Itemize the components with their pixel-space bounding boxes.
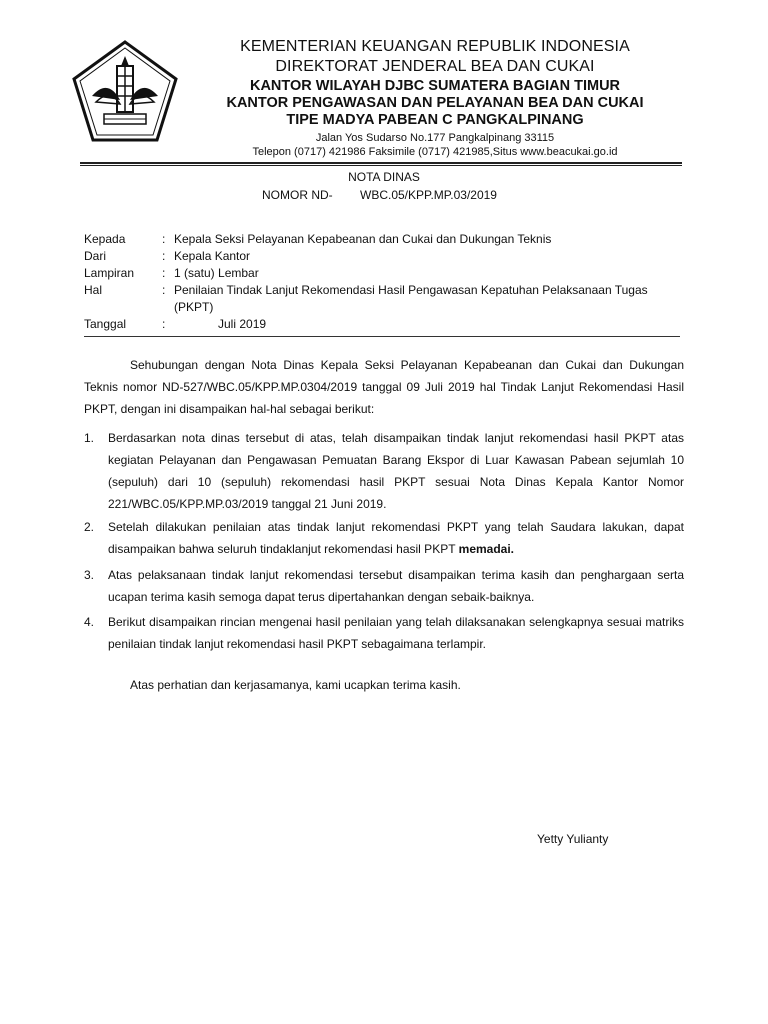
office-name: KANTOR PENGAWASAN DAN PELAYANAN BEA DAN CUKAI [226,95,644,111]
meta-label: Hal [84,283,103,297]
list-item-text: Atas pelaksanaan tindak lanjut rekomendasi tersebut disampaikan terima kasih dan penghargaan serta ucapan terima kasih semoga dapat terus dipertahankan dengan sebaik-baiknya. [108,568,684,604]
document-number-label: NOMOR ND- [262,188,333,202]
meta-divider [84,336,680,337]
intro-paragraph: Sehubungan dengan Nota Dinas Kepala Seksi Pelayanan Kepabeanan dan Cukai dan Dukungan Teknis nomor ND-527/WBC.05/KPP.MP.0304/2019 tanggal 09 Juli 2019 hal Tindak Lanjut Rekomendasi Hasil PKPT, dengan ini disampaikan hal-hal sebagai berikut: [84,358,684,416]
list-item-text: Berdasarkan nota dinas tersebut di atas, telah disampaikan tindak lanjut rekomendasi hasil PKPT atas kegiatan Pelayanan dan Pengawasan Pemuatan Barang Ekspor di Luar Kawasan Pabean sejumlah 10 (sepuluh) dari 10 (sepuluh) rekomendasi hasil PKPT sesuai Nota Dinas Kepala Kantor Nomor 221/WBC.05/KPP.MP.03/2019 tanggal 21 Juni 2019. [108,431,684,511]
list-item-number: 1. [84,431,95,445]
list-item-2 [108,516,684,560]
meta-value: 1 (satu) Lembar [174,266,259,280]
document-title: NOTA DINAS [348,170,420,184]
regional-office-name: KANTOR WILAYAH DJBC SUMATERA BAGIAN TIMUR [249,78,621,94]
meta-colon: : [162,232,166,246]
meta-label: Kepada [84,232,126,246]
meta-colon: : [162,249,166,263]
list-item-text: Berikut disampaikan rincian mengenai hasil penilaian yang telah dilaksanakan selengkapnya sesuai matriks penilaian tindak lanjut rekomendasi hasil PKPT sebagaimana terlampir. [108,615,684,651]
document-number-value: WBC.05/KPP.MP.03/2019 [360,188,497,202]
ministry-name: KEMENTERIAN KEUANGAN REPUBLIK INDONESIA [240,38,630,55]
meta-colon: : [162,317,166,331]
header-divider [80,162,682,164]
ministry-emblem-icon [70,38,180,148]
meta-colon: : [162,283,166,297]
closing-paragraph: Atas perhatian dan kerjasamanya, kami ucapkan terima kasih. [130,678,461,692]
meta-value: Kepala Kantor [174,249,251,263]
directorate-name: DIREKTORAT JENDERAL BEA DAN CUKAI [275,58,595,75]
emphasis-text: memadai. [458,542,515,556]
meta-value: Juli 2019 [218,317,267,331]
list-item-text: Setelah dilakukan penilaian atas tindak lanjut rekomendasi PKPT yang telah Saudara lakukan, dapat disampaikan bahwa seluruh tindaklanjut rekomendasi hasil PKPT [108,520,684,556]
list-item-number: 2. [84,520,95,534]
header-divider-thin [80,165,682,166]
meta-label: Lampiran [84,266,135,280]
list-item-number: 4. [84,615,95,629]
meta-value: Kepala Seksi Pelayanan Kepabeanan dan Cukai dan Dukungan Teknis [174,232,552,246]
meta-label: Dari [84,249,107,263]
office-address: Jalan Yos Sudarso No.177 Pangkalpinang 33115 [315,132,555,144]
meta-value: Penilaian Tindak Lanjut Rekomendasi Hasil Pengawasan Kepatuhan Pelaksanaan Tugas (PKPT) [174,283,648,314]
meta-label: Tanggal [84,317,127,331]
signatory-name: Yetty Yulianty [537,832,609,846]
list-item-number: 3. [84,568,95,582]
office-contact: Telepon (0717) 421986 Faksimile (0717) 421985,Situs www.beacukai.go.id [252,146,618,158]
meta-colon: : [162,266,166,280]
office-type: TIPE MADYA PABEAN C PANGKALPINANG [286,112,584,128]
